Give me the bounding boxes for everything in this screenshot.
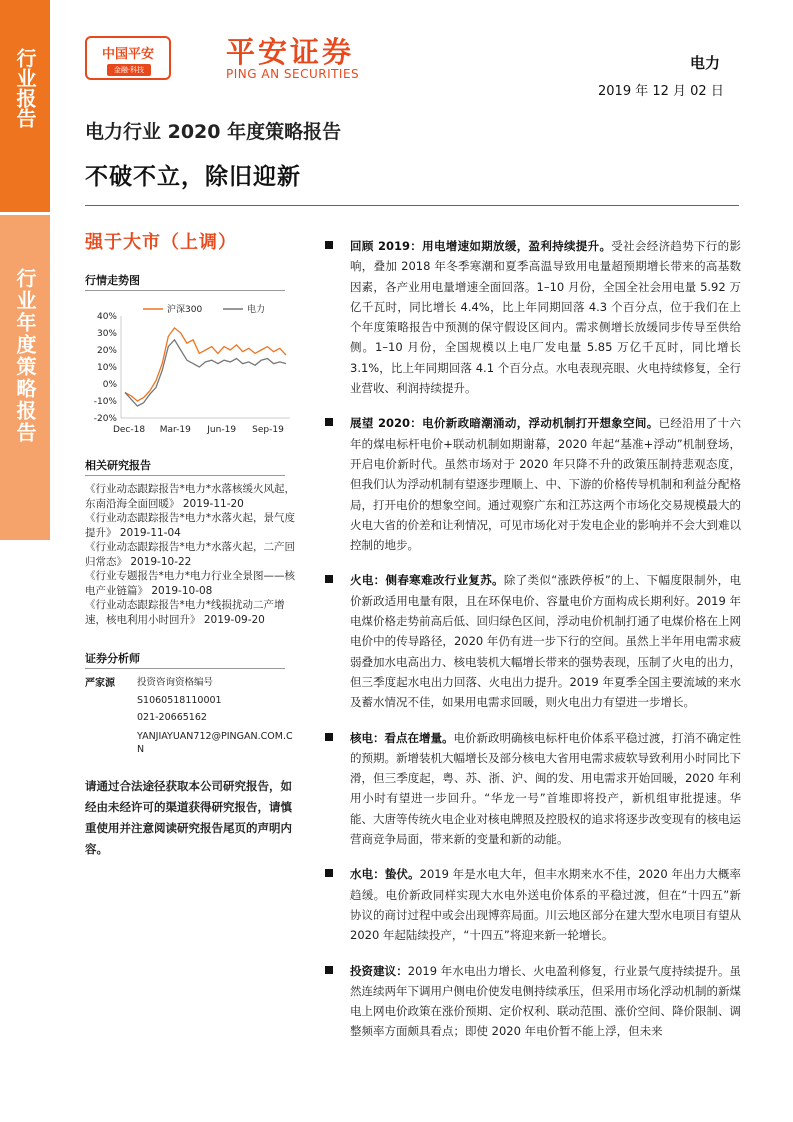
x-tick-label: Sep-19 [252,425,284,435]
chart-title: 行情走势图 [85,274,140,287]
y-tick-label: 10% [96,363,117,373]
brand-name-en: PING AN SECURITIES [226,67,360,81]
y-tick-label: 0% [102,380,117,390]
key-point-body: 2019 年是水电大年，但丰水期来水不佳，2020 年出力大概率趋缓。电价新政同样实现大水电外送电价体系的平稳过渡，但在“十四五”新协议的商讨过程中或会出现博弈局面。川云地区部分在建大型水电项目有望从 2020 年起陆续投产，“十四五”将迎来新一轮增长。 [350,867,742,943]
key-point-title: 火电：侧春寒难改行业复苏。 [350,573,504,588]
analyst-qual-label: 投资咨询资格编号 [137,677,214,688]
related-report-item[interactable]: 《行业动态跟踪报告*电力*水落火起，景气度提升》 2019-11-04 [85,512,295,539]
x-tick-label: Jun-19 [207,425,237,435]
legend-label: 沪深300 [167,305,203,315]
related-report-item[interactable]: 《行业动态跟踪报告*电力*水落火起，二产回归常态》 2019-10-22 [85,541,295,568]
key-point-title: 展望 2020：电价新政暗潮涌动，浮动机制打开想象空间。 [350,416,659,431]
sector-label: 电力 [690,54,721,72]
side-tab-annual-strategy-label: 行业年度策略报告 [13,268,37,444]
key-point-body: 2019 年水电出力增长、火电盈利修复，行业景气度持续提升。虽然连续两年下调用户侧电价使发电侧持续承压，但采用市场化浮动机制的新煤电上网电价政策在涨价预期、定价权利、联动范围、涨价空间、降价限制、调整频率方面颇具看点；即使 2020 年电价暂不能上浮，但未来 [350,963,742,1039]
logo-subtext: 金融·科技 [107,64,151,76]
y-tick-label: -10% [93,397,117,407]
analyst-divider [85,668,285,669]
key-point-body: 电价新政明确核电标杆电价体系平稳过渡，打消不确定性的预期。新增装机大幅增长及部分核电大省用电需求疲软导致利用小时同比下滑，但三季度起，粤、苏、浙、沪、闽的发、用电需求开始回暖，2020 年利用小时有望进一步回升。“华龙一号”首堆即将投产，新机组审批提速。华能、大唐等传统火电企业对核电牌照及控股权的追求将逐步改变现有的核电运营商竞争局面，带来新的变量和新的动能。 [350,730,741,847]
market-chart [85,300,295,440]
x-tick-label: Dec-18 [112,425,146,435]
key-point-body: 除了类似“涨跌停板”的上、下幅度限制外，电价新政适用电量有限，且在环保电价、容量电价方面构成长期利好。2019 年电煤价格走势前高后低、回归绿色区间，浮动电价机制打通了电煤价格在上网电价中的传导路径，2020 年仍有进一步下行的空间。虽然上半年用电需求疲弱叠加水电高出力、核电装机大幅增长带来的强势表现，压制了火电的出力，但三季度起水电出力回落、火电出力提升。2019 年夏季全国主要流域的来水及蓄水情况不佳，如果用电需求回暖，则火电出力有望进一步增长。 [350,573,742,710]
key-point [325,864,741,945]
bullet-icon [325,869,333,877]
key-point [325,413,741,555]
analyst-name: 严家源 [85,678,115,689]
analyst-qual-no: S1060518110001 [137,694,222,706]
y-tick-label: 40% [96,312,117,322]
key-point-title: 投资建议： [350,963,408,978]
header-divider [85,205,739,206]
key-point [325,570,741,712]
logo-text: 中国平安 [101,47,154,62]
x-tick-label: Mar-19 [159,425,191,435]
y-tick-label: 30% [96,329,117,339]
chart-title-divider [85,290,285,291]
side-tab-annual-strategy [0,215,50,540]
analyst-email[interactable]: YANJIAYUAN712@PINGAN.COM.CN [137,730,293,755]
bullet-icon [325,966,333,974]
key-point-title: 回顾 2019：用电增速如期放缓，盈利持续提升。 [350,239,612,253]
headline: 不破不立，除旧迎新 [85,164,301,190]
key-point [325,961,741,1042]
related-report-item[interactable]: 《行业动态跟踪报告*电力*水落核缓火风起，东南沿海全面回暖》 2019-11-20 [85,483,295,510]
related-report-item[interactable]: 《行业专题报告*电力*电力行业全景图——核电产业链篇》 2019-10-08 [85,570,295,597]
bullet-icon [325,575,333,583]
analyst-phone: 021-20665162 [137,712,207,723]
market-chart-svg [85,300,295,440]
report-date: 2019 年 12 月 02 日 [598,84,724,99]
related-reports-list [85,482,300,627]
related-reports-title: 相关研究报告 [85,459,151,472]
side-tab-industry-report-label: 行业报告 [13,48,37,128]
report-title: 电力行业 2020 年度策略报告 [85,121,342,143]
legal-notice: 请通过合法途径获取本公司研究报告，如经由未经许可的渠道获得研究报告，请慎重使用并注意阅读研究报告尾页的声明内容。 [85,779,292,856]
side-tab-industry-report [0,0,50,212]
rating: 强于大市（上调） [85,232,237,253]
y-tick-label: 20% [96,346,117,356]
key-point-title: 水电：蛰伏。 [350,867,420,882]
bullet-icon [325,418,333,426]
related-divider [85,475,285,476]
analyst-title: 证券分析师 [85,652,140,665]
key-point-body: 已经沿用了十六年的煤电标杆电价+联动机制如期谢幕，2020 年起“基准+浮动”机制登场，开启电价新时代。虽然市场对于 2020 年只降不升的政策压制持悲观态度，但我们认为浮动机制有望逐步理顺上、中、下游的价格传导机制和利益分配格局，打开电价的想象空间。通过观察广东和江苏这两个市场化交易规模最大的火电大省的价差和让利情况，可见市场化对于发电企业的影响并不会大到难以控制的地步。 [350,416,741,553]
key-point-title: 核电：看点在增量。 [350,730,454,745]
bullet-icon [325,241,333,249]
y-tick-label: -20% [93,414,117,424]
key-point-body: 受社会经济趋势下行的影响，叠加 2018 年冬季寒潮和夏季高温导致用电量超预期增长带来的高基数因素，各产业用电量增速全面回落。1–10 月份，全国全社会用电量 5.92 万亿千瓦时，同比增长 4.4%，比上年同期回落 4.3 个百分点，位于我们在上个年度策略报告中预测的保守假设区间内。需求侧增长放缓同步传导至供给侧。1–10 月份，全国规模以上电厂发电量 5.85 万亿千瓦时，同比增长 3.1%，比上年同期回落 4.1 个百分点。水电表现亮眼、火电持续修复，全行业营收、利润持续提升。 [350,239,742,396]
related-report-item[interactable]: 《行业动态跟踪报告*电力*线损扰动二产增速，核电利用小时回升》 2019-09-20 [85,599,285,626]
legend-label: 电力 [247,305,266,315]
brand-name-cn: 平安证券 [226,35,355,69]
company-logo [85,36,171,80]
analyst-info [137,674,295,756]
key-point [325,236,741,398]
bullet-icon [325,733,333,741]
key-point [325,728,741,850]
series-line-hs300 [125,328,286,401]
key-points [325,236,741,1057]
